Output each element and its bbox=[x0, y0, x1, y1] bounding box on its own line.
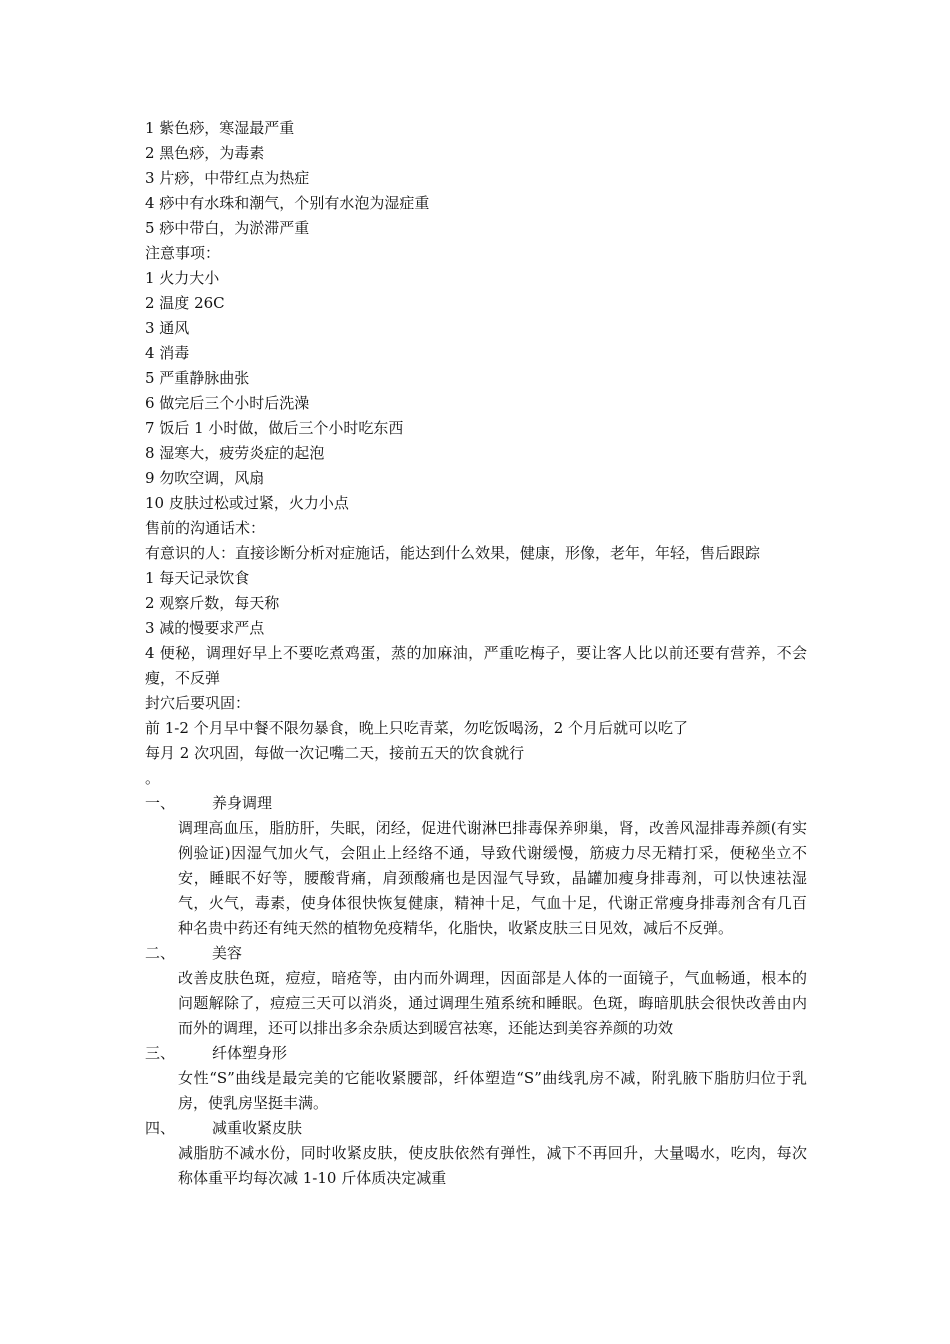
text-line: 。 bbox=[145, 769, 161, 787]
section-number: 三、 bbox=[145, 1044, 176, 1062]
section-title: 养身调理 bbox=[212, 794, 273, 812]
text-line: 5 痧中带白，为淤滞严重 bbox=[145, 219, 310, 237]
section-paragraph: 改善皮肤色斑，痘痘，暗疮等，由内而外调理，因面部是人体的一面镜子，气血畅通，根本的问题解除了，痘痘三天可以消炎，通过调理生殖系统和睡眠。色斑，晦暗肌肤会很快改善由内而外的调理，还可以排出多余杂质达到暖宫祛寒，还能达到美容养颜的功效 bbox=[178, 969, 807, 1037]
section-heading bbox=[145, 1041, 807, 1066]
text-line: 1 火力大小 bbox=[145, 269, 220, 287]
section-paragraph: 减脂肪不减水份，同时收紧皮肤，使皮肤依然有弹性，减下不再回升，大量喝水，吃肉，每次称体重平均每次减 1-10 斤体质决定减重 bbox=[178, 1144, 807, 1187]
section-number: 四、 bbox=[145, 1119, 176, 1137]
document-body bbox=[145, 116, 807, 1191]
text-line: 2 黑色痧，为毒素 bbox=[145, 144, 265, 162]
section-label: 封穴后要巩固： bbox=[145, 694, 251, 712]
section-number: 一、 bbox=[145, 794, 176, 812]
text-line: 1 紫色痧，寒湿最严重 bbox=[145, 119, 295, 137]
text-line: 4 痧中有水珠和潮气，个别有水泡为湿症重 bbox=[145, 194, 430, 212]
section-title: 减重收紧皮肤 bbox=[212, 1119, 303, 1137]
text-line: 4 消毒 bbox=[145, 344, 190, 362]
text-line: 7 饭后 1 小时做，做后三个小时吃东西 bbox=[145, 419, 404, 437]
text-line: 10 皮肤过松或过紧，火力小点 bbox=[145, 494, 349, 512]
section-title: 美容 bbox=[212, 944, 243, 962]
section-heading bbox=[145, 791, 807, 816]
text-line: 2 观察斤数，每天称 bbox=[145, 594, 280, 612]
text-line: 5 严重静脉曲张 bbox=[145, 369, 250, 387]
text-line: 3 减的慢要求严点 bbox=[145, 619, 265, 637]
section-number: 二、 bbox=[145, 944, 176, 962]
text-line: 前 1-2 个月早中餐不限勿暴食，晚上只吃青菜，勿吃饭喝汤，2 个月后就可以吃了 bbox=[145, 719, 689, 737]
text-line: 2 温度 26C bbox=[145, 294, 225, 312]
section-paragraph: 女性“S”曲线是最完美的它能收紧腰部，纤体塑造“S”曲线乳房不减，附乳腋下脂肪归位于乳房，使乳房坚挺丰满。 bbox=[178, 1069, 807, 1112]
text-line: 6 做完后三个小时后洗澡 bbox=[145, 394, 310, 412]
text-line: 8 湿寒大，疲劳炎症的起泡 bbox=[145, 444, 325, 462]
section-heading bbox=[145, 1116, 807, 1141]
text-line: 3 通风 bbox=[145, 319, 190, 337]
text-line: 1 每天记录饮食 bbox=[145, 569, 250, 587]
text-line: 9 勿吹空调，风扇 bbox=[145, 469, 265, 487]
section-heading bbox=[145, 941, 807, 966]
section-paragraph: 调理高血压，脂肪肝，失眠，闭经，促进代谢淋巴排毒保养卵巢，肾，改善风湿排毒养颜(有实例验证)因湿气加火气，会阻止上经络不通，导致代谢缓慢，筋疲力尽无精打采，便秘坐立不安，睡眠不好等，腰酸背痛，肩颈酸痛也是因湿气导致，晶罐加瘦身排毒剂，可以快速祛湿气，火气，毒素，使身体很快恢复健康，精神十足，气血十足，代谢正常瘦身排毒剂含有几百种名贵中药还有纯天然的植物免疫精华，化脂快，收紧皮肤三日见效，减后不反弹。 bbox=[178, 819, 807, 937]
section-title: 纤体塑身形 bbox=[212, 1044, 288, 1062]
text-line: 每月 2 次巩固，每做一次记嘴二天，接前五天的饮食就行 bbox=[145, 744, 525, 762]
text-line: 3 片痧，中带红点为热症 bbox=[145, 169, 310, 187]
constipation-note: 4 便秘，调理好早上不要吃煮鸡蛋，蒸的加麻油，严重吃梅子，要让客人比以前还要有营养，不会瘦，不反弹 bbox=[145, 644, 807, 687]
section-label: 售前的沟通话术： bbox=[145, 519, 266, 537]
text-line: 有意识的人：直接诊断分析对症施话，能达到什么效果，健康，形像，老年，年轻，售后跟踪 bbox=[145, 544, 761, 562]
section-label: 注意事项： bbox=[145, 244, 221, 262]
